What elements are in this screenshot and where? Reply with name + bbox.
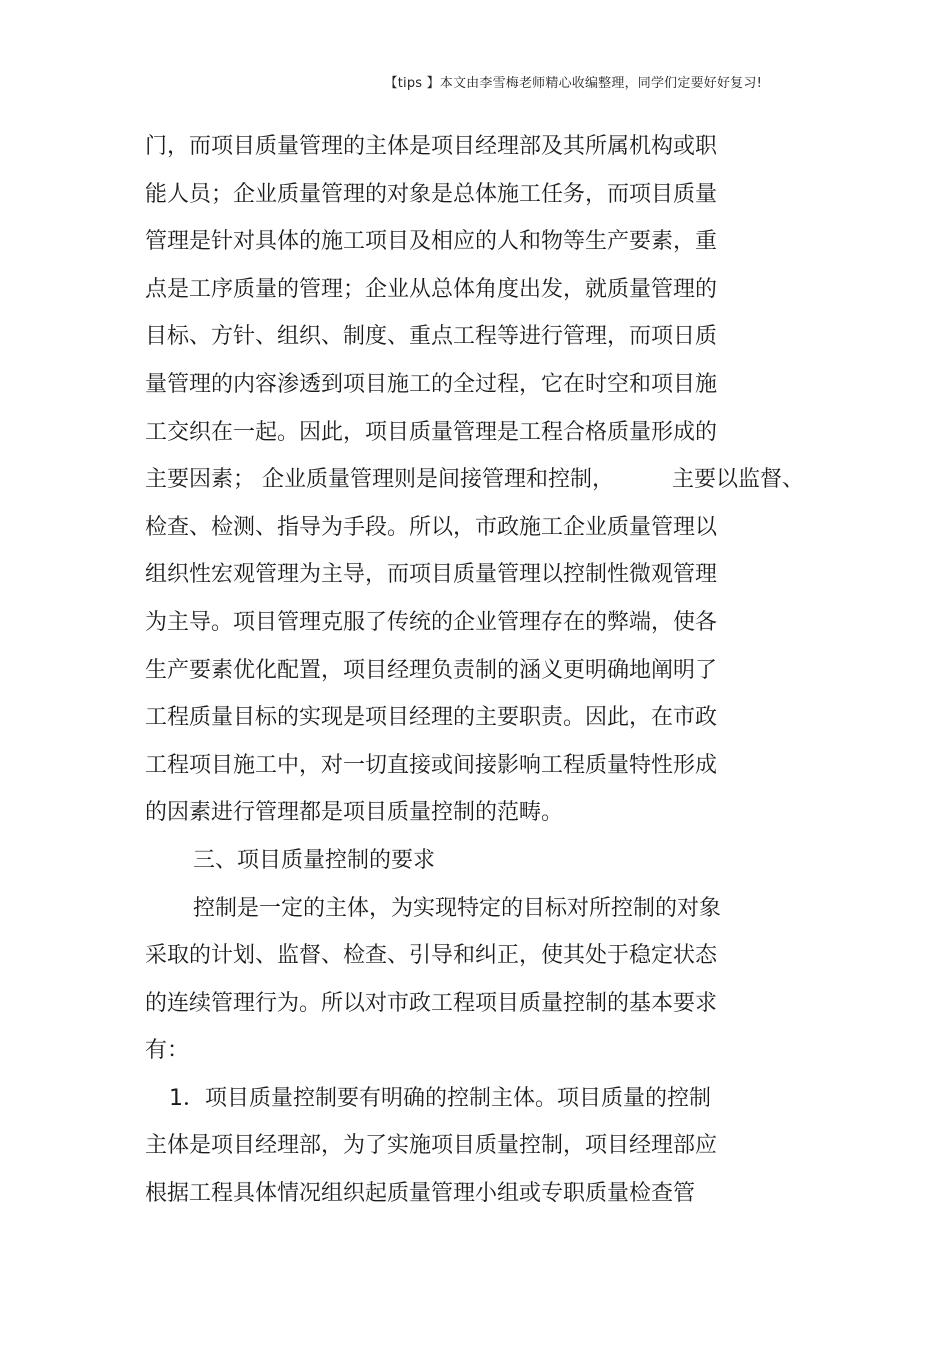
- paragraph-control-definition: [145, 889, 805, 1079]
- text-line: 主体是项目经理部，为了实施项目质量控制，项目经理部应: [145, 1133, 718, 1159]
- document-body: [145, 127, 805, 1222]
- text-line: 检查、检测、指导为手段。所以，市政施工企业质量管理以: [145, 514, 718, 540]
- text-segment: 主要因素； 企业质量管理则是间接管理和控制，: [145, 467, 614, 493]
- text-line: 为主导。项目管理克服了传统的企业管理存在的弊端，使各: [145, 609, 718, 635]
- text-line: 量管理的内容渗透到项目施工的全过程，它在时空和项目施: [145, 371, 718, 397]
- text-line: 的连续管理行为。所以对市政工程项目质量控制的基本要求: [145, 990, 718, 1016]
- section-heading: 三、项目质量控制的要求: [193, 847, 436, 873]
- text-line: 有：: [145, 1038, 190, 1064]
- text-line: 工程质量目标的实现是项目经理的主要职责。因此，在市政: [145, 705, 718, 731]
- text-line: 采取的计划、监督、检查、引导和纠正，使其处于稳定状态: [145, 943, 718, 969]
- header-tips-note: 【tips 】本文由李雪梅老师精心收编整理，同学们定要好好复习!: [384, 76, 762, 91]
- text-line: 点是工序质量的管理；企业从总体角度出发，就质量管理的: [145, 276, 718, 302]
- text-line: 根据工程具体情况组织起质量管理小组或专职质量检查管: [145, 1181, 696, 1207]
- text-line: 工交织在一起。因此，项目质量管理是工程合格质量形成的: [145, 419, 718, 445]
- text-line: 目标、方针、组织、制度、重点工程等进行管理，而项日质: [145, 324, 718, 350]
- text-line: 控制是一定的主体，为实现特定的目标对所控制的对象: [193, 895, 722, 921]
- text-line: 工程项目施工中，对一切直接或间接影响工程质量特性形成: [145, 752, 718, 778]
- paragraph-requirement-1: [145, 1079, 805, 1222]
- text-line: 生产要素优化配置，项目经理负责制的涵义更明确地阐明了: [145, 657, 718, 683]
- text-line: 的因素进行管理都是项目质量控制的范畴。: [145, 800, 564, 826]
- text-line: 能人员；企业质量管理的对象是总体施工任务，而项目质量: [145, 181, 718, 207]
- paragraph-quality-management-comparison: [145, 127, 805, 841]
- text-line: 组织性宏观管理为主导，而项目质量管理以控制性微观管理: [145, 562, 718, 588]
- text-segment: 主要以监督、: [672, 467, 805, 493]
- text-line: 1．项目质量控制要有明确的控制主体。项目质量的控制: [169, 1085, 711, 1111]
- text-line: [145, 460, 805, 508]
- text-line: 管理是针对具体的施工项目及相应的人和物等生产要素，重: [145, 229, 718, 255]
- text-line: 门，而项目质量管理的主体是项目经理部及其所属机构或职: [145, 134, 718, 159]
